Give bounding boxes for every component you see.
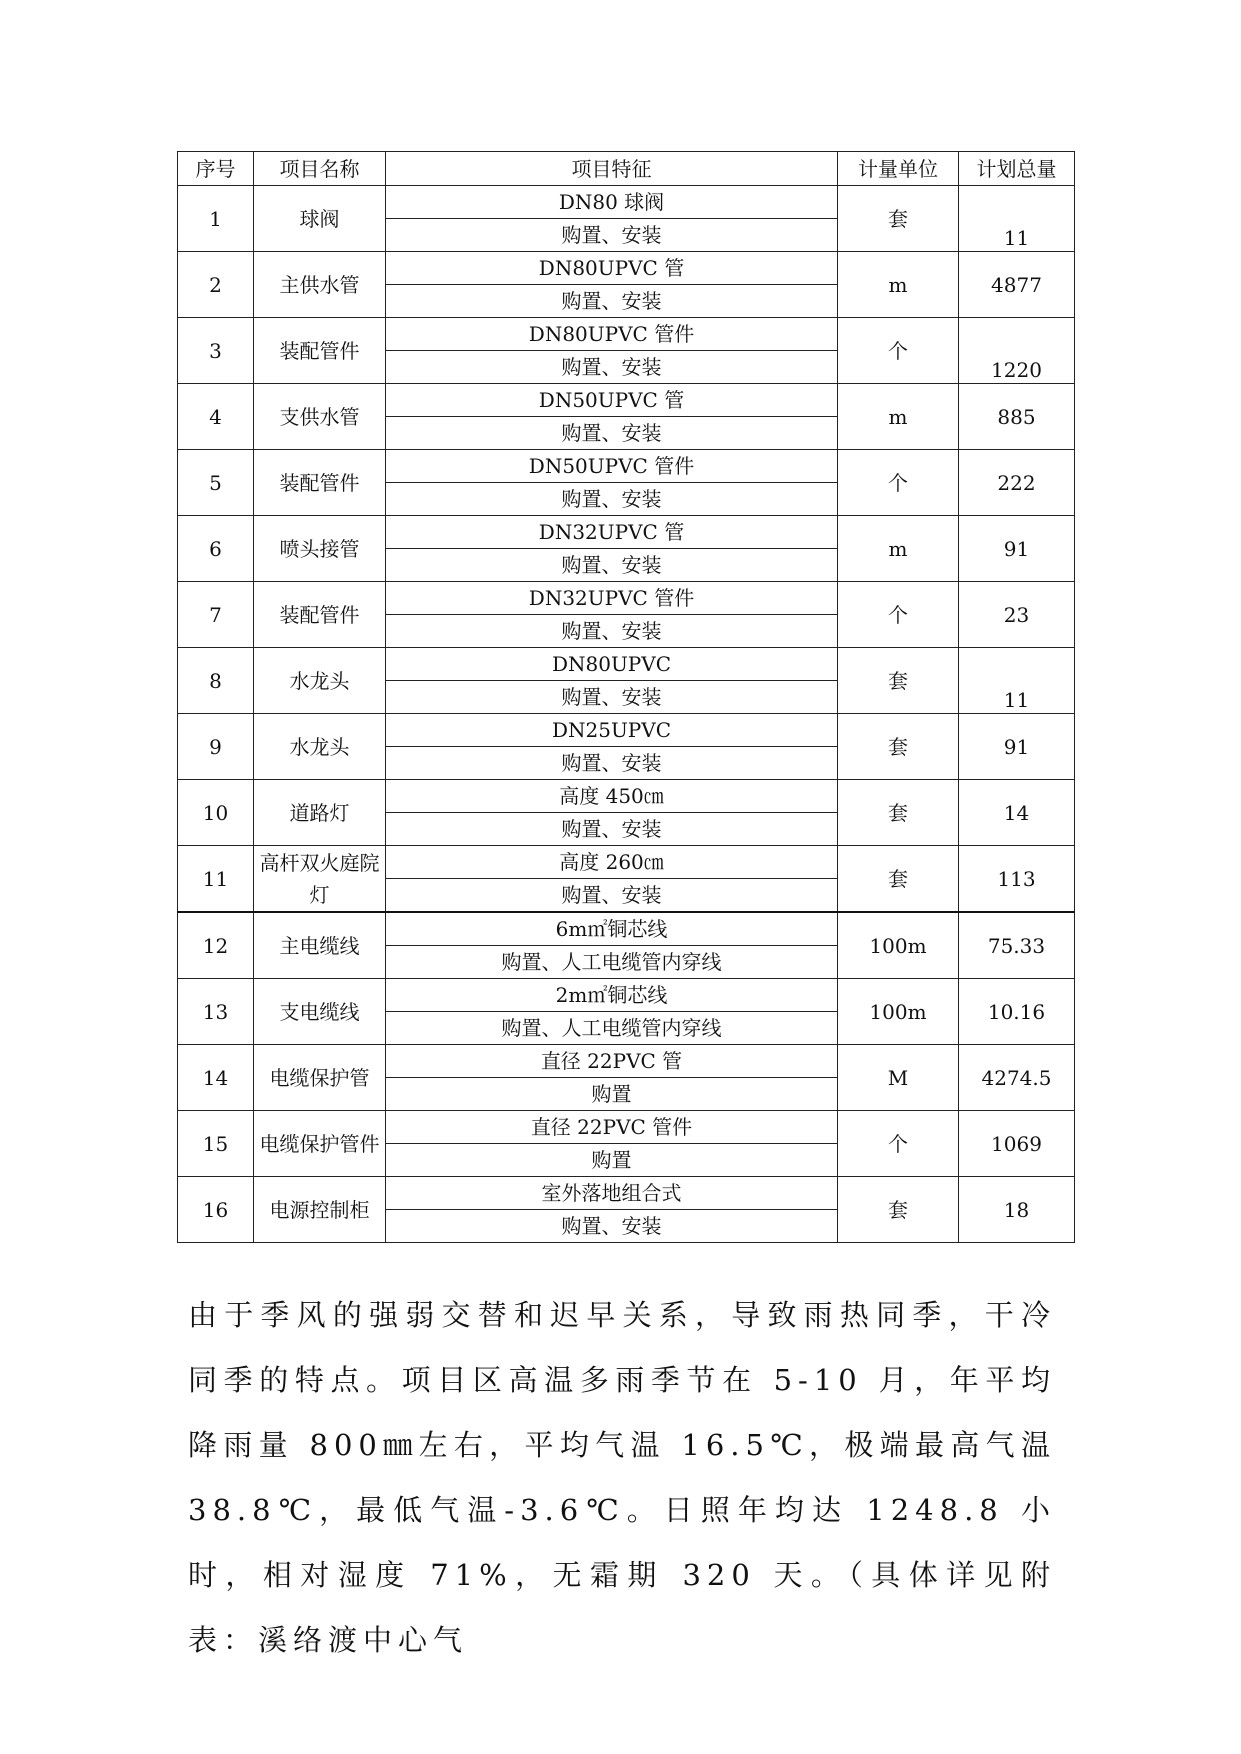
- table-row: [178, 714, 1075, 747]
- row-index: 13: [178, 979, 254, 1045]
- row-name: 装配管件: [254, 318, 386, 384]
- row-unit: 套: [838, 846, 959, 913]
- row-unit: 个: [838, 1111, 959, 1177]
- row-total: 222: [959, 450, 1075, 516]
- row-total: 91: [959, 516, 1075, 582]
- row-feature-action: 购置、安装: [386, 351, 838, 384]
- row-feature-spec: 高度 260㎝: [386, 846, 838, 879]
- row-total: 4274.5: [959, 1045, 1075, 1111]
- table-row: [178, 384, 1075, 417]
- row-name: 水龙头: [254, 714, 386, 780]
- row-feature-action: 购置、人工电缆管内穿线: [386, 946, 838, 979]
- row-name: 道路灯: [254, 780, 386, 846]
- row-name: 主供水管: [254, 252, 386, 318]
- row-total: 1220: [959, 318, 1075, 384]
- row-feature-action: 购置、安装: [386, 219, 838, 252]
- table-row: [178, 912, 1075, 946]
- row-index: 16: [178, 1177, 254, 1243]
- row-unit: M: [838, 1045, 959, 1111]
- row-name: 电缆保护管件: [254, 1111, 386, 1177]
- table-row: [178, 979, 1075, 1012]
- row-index: 5: [178, 450, 254, 516]
- row-unit: 套: [838, 1177, 959, 1243]
- row-index: 12: [178, 912, 254, 979]
- table-row: [178, 780, 1075, 813]
- row-name: 支供水管: [254, 384, 386, 450]
- row-feature-action: 购置、安装: [386, 1210, 838, 1243]
- table-row: [178, 450, 1075, 483]
- row-feature-spec: 6m㎡铜芯线: [386, 912, 838, 946]
- row-total: 1069: [959, 1111, 1075, 1177]
- table-row: [178, 186, 1075, 219]
- row-feature-spec: DN25UPVC: [386, 714, 838, 747]
- row-feature-action: 购置、安装: [386, 813, 838, 846]
- row-feature-spec: 直径 22PVC 管: [386, 1045, 838, 1078]
- row-unit: 套: [838, 780, 959, 846]
- table-header-row: [178, 152, 1075, 186]
- table-row: [178, 1045, 1075, 1078]
- row-unit: 个: [838, 582, 959, 648]
- row-index: 8: [178, 648, 254, 714]
- row-index: 11: [178, 846, 254, 913]
- row-name: 喷头接管: [254, 516, 386, 582]
- table-row: [178, 252, 1075, 285]
- row-total: 23: [959, 582, 1075, 648]
- row-name: 主电缆线: [254, 912, 386, 979]
- row-feature-action: 购置、安装: [386, 681, 838, 714]
- row-name: 高杆双火庭院灯: [254, 846, 386, 913]
- row-total: 4877: [959, 252, 1075, 318]
- row-total: 113: [959, 846, 1075, 913]
- table-row: [178, 1177, 1075, 1210]
- table-row: [178, 1111, 1075, 1144]
- row-name: 电源控制柜: [254, 1177, 386, 1243]
- row-feature-action: 购置: [386, 1078, 838, 1111]
- row-index: 1: [178, 186, 254, 252]
- row-name: 支电缆线: [254, 979, 386, 1045]
- header-total: 计划总量: [959, 152, 1075, 186]
- row-index: 7: [178, 582, 254, 648]
- row-feature-spec: DN80 球阀: [386, 186, 838, 219]
- header-unit: 计量单位: [838, 152, 959, 186]
- row-feature-spec: 高度 450㎝: [386, 780, 838, 813]
- row-feature-spec: 2m㎡铜芯线: [386, 979, 838, 1012]
- table-row: [178, 846, 1075, 879]
- row-unit: 套: [838, 648, 959, 714]
- row-index: 15: [178, 1111, 254, 1177]
- row-name: 电缆保护管: [254, 1045, 386, 1111]
- row-unit: 套: [838, 186, 959, 252]
- row-name: 球阀: [254, 186, 386, 252]
- row-total: 75.33: [959, 912, 1075, 979]
- table-row: [178, 516, 1075, 549]
- row-feature-action: 购置、安装: [386, 483, 838, 516]
- row-feature-action: 购置、安装: [386, 285, 838, 318]
- row-feature-action: 购置: [386, 1144, 838, 1177]
- row-name: 装配管件: [254, 582, 386, 648]
- body-paragraph: 由于季风的强弱交替和迟早关系，导致雨热同季，干冷同季的特点。项目区高温多雨季节在 5-10 月，年平均降雨量 800㎜左右，平均气温 16.5℃，极端最高气温 38.8℃，最低气温-3.6℃。日照年均达 1248.8 小时，相对湿度 71%，无霜期 320 天。（具体详见附表：溪络渡中心气: [188, 1298, 1056, 1657]
- row-feature-action: 购置、安装: [386, 549, 838, 582]
- row-unit: 个: [838, 318, 959, 384]
- row-feature-action: 购置、安装: [386, 615, 838, 648]
- header-index: 序号: [178, 152, 254, 186]
- row-unit: 100m: [838, 912, 959, 979]
- row-total: 91: [959, 714, 1075, 780]
- row-index: 14: [178, 1045, 254, 1111]
- row-feature-spec: DN50UPVC 管: [386, 384, 838, 417]
- row-unit: 个: [838, 450, 959, 516]
- row-name: 水龙头: [254, 648, 386, 714]
- row-feature-spec: 室外落地组合式: [386, 1177, 838, 1210]
- row-index: 9: [178, 714, 254, 780]
- header-name: 项目名称: [254, 152, 386, 186]
- row-feature-action: 购置、人工电缆管内穿线: [386, 1012, 838, 1045]
- row-feature-spec: DN80UPVC 管: [386, 252, 838, 285]
- row-feature-spec: DN80UPVC: [386, 648, 838, 681]
- row-total: 18: [959, 1177, 1075, 1243]
- row-total: 14: [959, 780, 1075, 846]
- row-feature-action: 购置、安装: [386, 747, 838, 780]
- row-total: 10.16: [959, 979, 1075, 1045]
- row-feature-action: 购置、安装: [386, 417, 838, 450]
- row-unit: m: [838, 516, 959, 582]
- row-feature-action: 购置、安装: [386, 879, 838, 913]
- header-feature: 项目特征: [386, 152, 838, 186]
- row-feature-spec: DN50UPVC 管件: [386, 450, 838, 483]
- row-unit: 套: [838, 714, 959, 780]
- row-unit: m: [838, 384, 959, 450]
- row-index: 3: [178, 318, 254, 384]
- row-name: 装配管件: [254, 450, 386, 516]
- table-row: [178, 582, 1075, 615]
- row-index: 2: [178, 252, 254, 318]
- row-feature-spec: 直径 22PVC 管件: [386, 1111, 838, 1144]
- row-feature-spec: DN32UPVC 管: [386, 516, 838, 549]
- row-index: 6: [178, 516, 254, 582]
- row-unit: m: [838, 252, 959, 318]
- project-table: [177, 151, 1075, 1243]
- row-feature-spec: DN32UPVC 管件: [386, 582, 838, 615]
- table-row: [178, 318, 1075, 351]
- row-index: 4: [178, 384, 254, 450]
- row-unit: 100m: [838, 979, 959, 1045]
- row-total: 885: [959, 384, 1075, 450]
- row-total: 11: [959, 186, 1075, 252]
- row-feature-spec: DN80UPVC 管件: [386, 318, 838, 351]
- table-row: [178, 648, 1075, 681]
- row-index: 10: [178, 780, 254, 846]
- row-total: 11: [959, 648, 1075, 714]
